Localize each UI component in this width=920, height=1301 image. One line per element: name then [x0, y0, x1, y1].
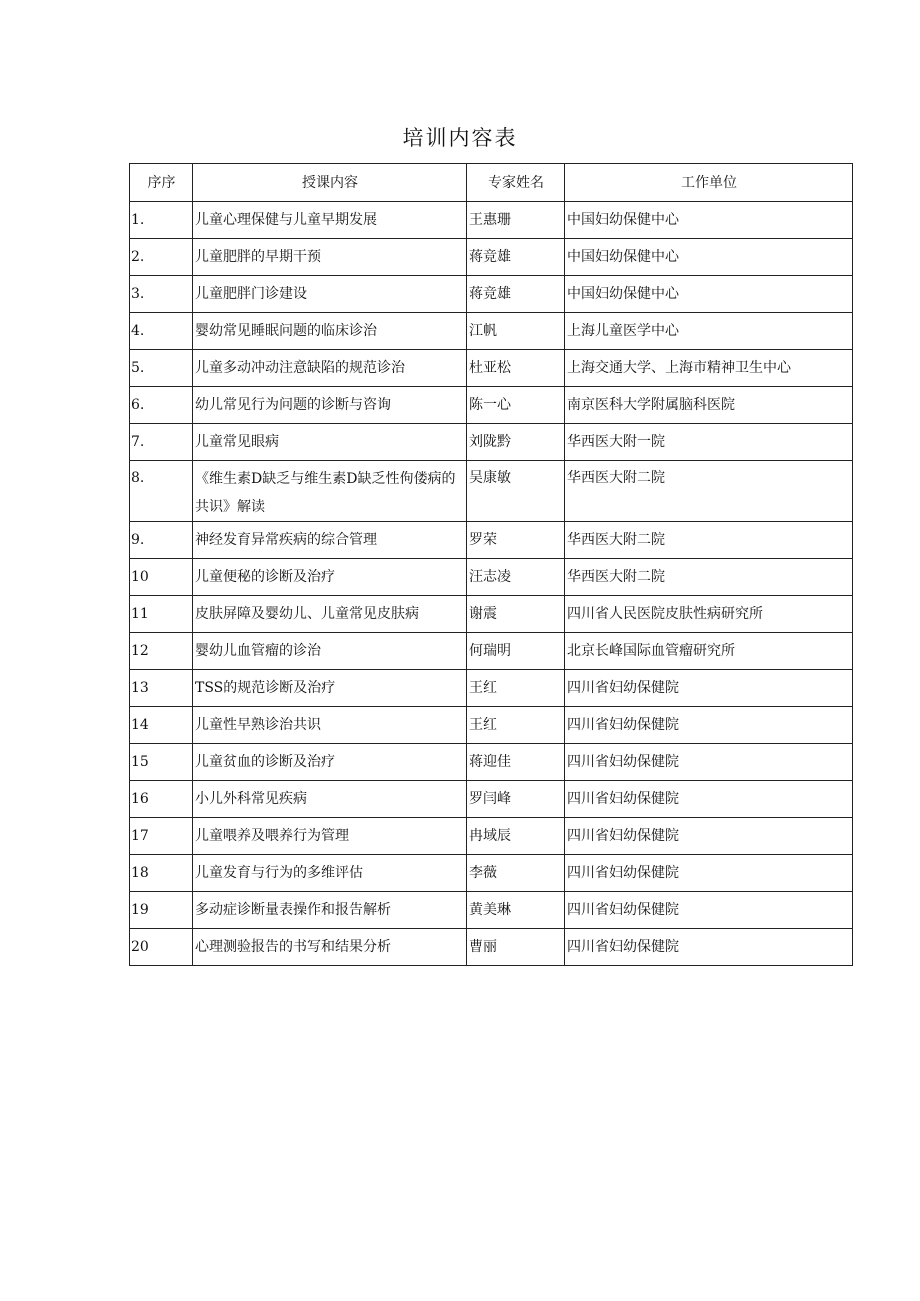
cell-seq: 11	[130, 596, 193, 633]
cell-seq: 16	[130, 781, 193, 818]
cell-content: 儿童喂养及喂养行为管理	[193, 818, 467, 855]
cell-expert: 李薇	[467, 855, 565, 892]
cell-content: 儿童发育与行为的多维评估	[193, 855, 467, 892]
cell-expert: 刘陇黔	[467, 424, 565, 461]
cell-unit: 中国妇幼保健中心	[565, 276, 853, 313]
cell-unit: 四川省妇幼保健院	[565, 892, 853, 929]
cell-expert: 江帆	[467, 313, 565, 350]
table-row	[130, 633, 853, 670]
cell-expert: 王惠珊	[467, 202, 565, 239]
cell-unit: 四川省人民医院皮肤性病研究所	[565, 596, 853, 633]
header-seq: 序序	[130, 164, 193, 202]
cell-content: 幼儿常见行为问题的诊断与咨询	[193, 387, 467, 424]
cell-seq: 9.	[130, 522, 193, 559]
cell-expert: 谢震	[467, 596, 565, 633]
cell-seq: 7.	[130, 424, 193, 461]
table-row	[130, 670, 853, 707]
cell-unit: 四川省妇幼保健院	[565, 744, 853, 781]
cell-expert: 蒋竞雄	[467, 276, 565, 313]
cell-content: 小儿外科常见疾病	[193, 781, 467, 818]
cell-seq: 15	[130, 744, 193, 781]
cell-content: 神经发育异常疾病的综合管理	[193, 522, 467, 559]
cell-unit: 中国妇幼保健中心	[565, 239, 853, 276]
cell-unit: 上海交通大学、上海市精神卫生中心	[565, 350, 853, 387]
cell-expert: 蒋迎佳	[467, 744, 565, 781]
cell-unit: 华西医大附二院	[565, 461, 853, 522]
table-row	[130, 855, 853, 892]
cell-unit: 四川省妇幼保健院	[565, 929, 853, 966]
table-header-row	[130, 164, 853, 202]
cell-content: 皮肤屏障及婴幼儿、儿童常见皮肤病	[193, 596, 467, 633]
table-row	[130, 929, 853, 966]
cell-seq: 19	[130, 892, 193, 929]
table-row	[130, 424, 853, 461]
table-row	[130, 707, 853, 744]
cell-content: 儿童肥胖的早期干预	[193, 239, 467, 276]
cell-expert: 冉域辰	[467, 818, 565, 855]
cell-expert: 何瑞明	[467, 633, 565, 670]
cell-unit: 四川省妇幼保健院	[565, 818, 853, 855]
cell-unit: 华西医大附一院	[565, 424, 853, 461]
cell-seq: 20	[130, 929, 193, 966]
table-row	[130, 276, 853, 313]
cell-seq: 6.	[130, 387, 193, 424]
table-row	[130, 596, 853, 633]
cell-seq: 10	[130, 559, 193, 596]
cell-seq: 4.	[130, 313, 193, 350]
table-row	[130, 387, 853, 424]
cell-unit: 南京医科大学附属脑科医院	[565, 387, 853, 424]
cell-expert: 陈一心	[467, 387, 565, 424]
table-row	[130, 744, 853, 781]
table-row	[130, 559, 853, 596]
cell-seq: 12	[130, 633, 193, 670]
cell-content: TSS的规范诊断及治疗	[193, 670, 467, 707]
cell-unit: 中国妇幼保健中心	[565, 202, 853, 239]
cell-unit: 上海儿童医学中心	[565, 313, 853, 350]
cell-unit: 北京长峰国际血管瘤研究所	[565, 633, 853, 670]
cell-content: 儿童肥胖门诊建设	[193, 276, 467, 313]
cell-seq: 17	[130, 818, 193, 855]
table-row	[130, 239, 853, 276]
cell-content: 《维生素D缺乏与维生素D缺乏性佝偻病的共识》解读	[193, 461, 467, 522]
cell-unit: 四川省妇幼保健院	[565, 855, 853, 892]
cell-content: 儿童贫血的诊断及治疗	[193, 744, 467, 781]
cell-expert: 汪志凌	[467, 559, 565, 596]
cell-content: 儿童心理保健与儿童早期发展	[193, 202, 467, 239]
cell-seq: 8.	[130, 461, 193, 522]
cell-unit: 四川省妇幼保健院	[565, 707, 853, 744]
header-expert: 专家姓名	[467, 164, 565, 202]
cell-unit: 华西医大附二院	[565, 559, 853, 596]
cell-unit: 四川省妇幼保健院	[565, 781, 853, 818]
cell-seq: 14	[130, 707, 193, 744]
cell-expert: 罗闫峰	[467, 781, 565, 818]
cell-content: 儿童便秘的诊断及治疗	[193, 559, 467, 596]
cell-seq: 3.	[130, 276, 193, 313]
table-row	[130, 781, 853, 818]
cell-expert: 黄美琳	[467, 892, 565, 929]
cell-expert: 王红	[467, 670, 565, 707]
table-row	[130, 522, 853, 559]
table-row	[130, 892, 853, 929]
table-row	[130, 313, 853, 350]
cell-unit: 华西医大附二院	[565, 522, 853, 559]
cell-content: 多动症诊断量表操作和报告解析	[193, 892, 467, 929]
training-content-table	[129, 163, 853, 966]
table-row	[130, 202, 853, 239]
cell-content: 儿童多动冲动注意缺陷的规范诊治	[193, 350, 467, 387]
cell-seq: 1.	[130, 202, 193, 239]
cell-expert: 蒋竞雄	[467, 239, 565, 276]
table-row	[130, 818, 853, 855]
cell-unit: 四川省妇幼保健院	[565, 670, 853, 707]
cell-seq: 18	[130, 855, 193, 892]
cell-expert: 吴康敏	[467, 461, 565, 522]
header-unit: 工作单位	[565, 164, 853, 202]
cell-content: 心理测验报告的书写和结果分析	[193, 929, 467, 966]
table-row	[130, 461, 853, 522]
page-title: 培训内容表	[402, 126, 518, 150]
cell-expert: 杜亚松	[467, 350, 565, 387]
cell-content: 儿童性早熟诊治共识	[193, 707, 467, 744]
cell-seq: 2.	[130, 239, 193, 276]
cell-expert: 王红	[467, 707, 565, 744]
header-content: 授课内容	[193, 164, 467, 202]
cell-content: 婴幼儿血管瘤的诊治	[193, 633, 467, 670]
cell-seq: 5.	[130, 350, 193, 387]
cell-content: 婴幼常见睡眠问题的临床诊治	[193, 313, 467, 350]
cell-expert: 曹丽	[467, 929, 565, 966]
table-row	[130, 350, 853, 387]
cell-seq: 13	[130, 670, 193, 707]
cell-content: 儿童常见眼病	[193, 424, 467, 461]
cell-expert: 罗荣	[467, 522, 565, 559]
